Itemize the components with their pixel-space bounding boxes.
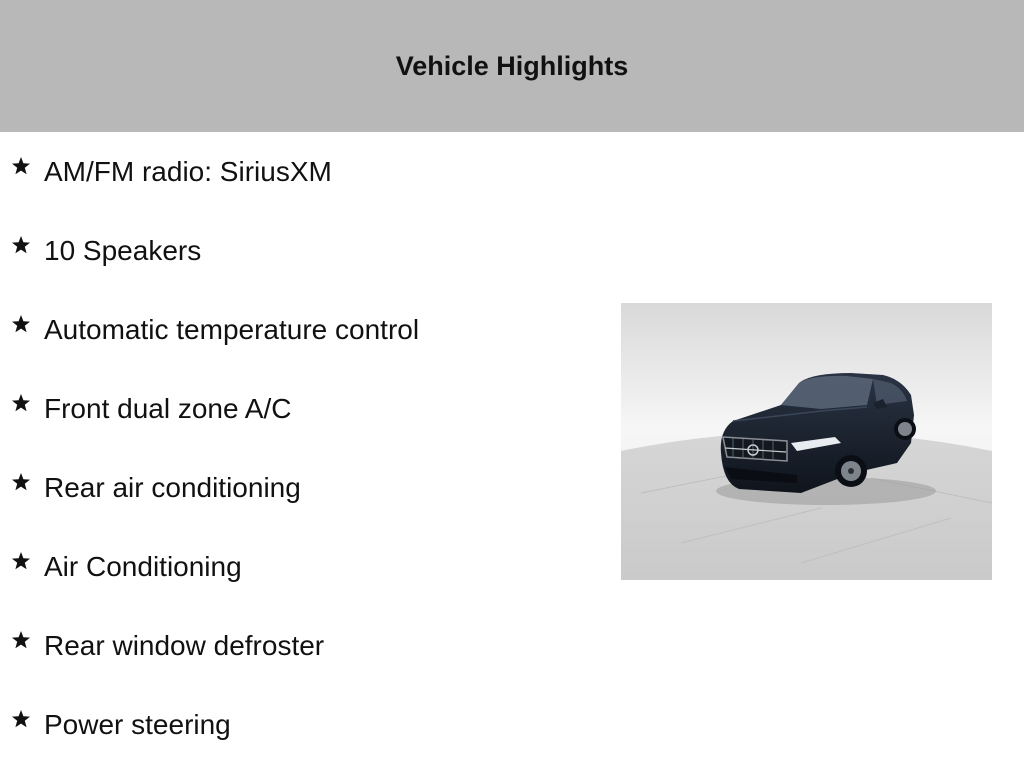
star-icon xyxy=(11,630,31,650)
star-icon xyxy=(11,393,31,413)
feature-label: Rear window defroster xyxy=(44,630,325,661)
star-icon xyxy=(11,551,31,571)
feature-label: 10 Speakers xyxy=(44,235,202,266)
feature-label: Air Conditioning xyxy=(44,551,242,582)
header-bar xyxy=(0,0,1024,132)
star-icon xyxy=(11,709,31,729)
feature-label: Automatic temperature control xyxy=(44,314,420,345)
feature-label: Rear air conditioning xyxy=(44,472,301,503)
star-icon xyxy=(11,314,31,334)
star-icon xyxy=(11,156,31,176)
car-illustration xyxy=(621,303,992,580)
feature-label: AM/FM radio: SiriusXM xyxy=(44,156,332,187)
star-icon xyxy=(11,472,31,492)
vehicle-photo xyxy=(621,303,992,580)
page-title: Vehicle Highlights xyxy=(395,50,629,81)
star-icon xyxy=(11,235,31,255)
feature-label: Front dual zone A/C xyxy=(44,393,292,424)
feature-label: Power steering xyxy=(44,709,231,740)
